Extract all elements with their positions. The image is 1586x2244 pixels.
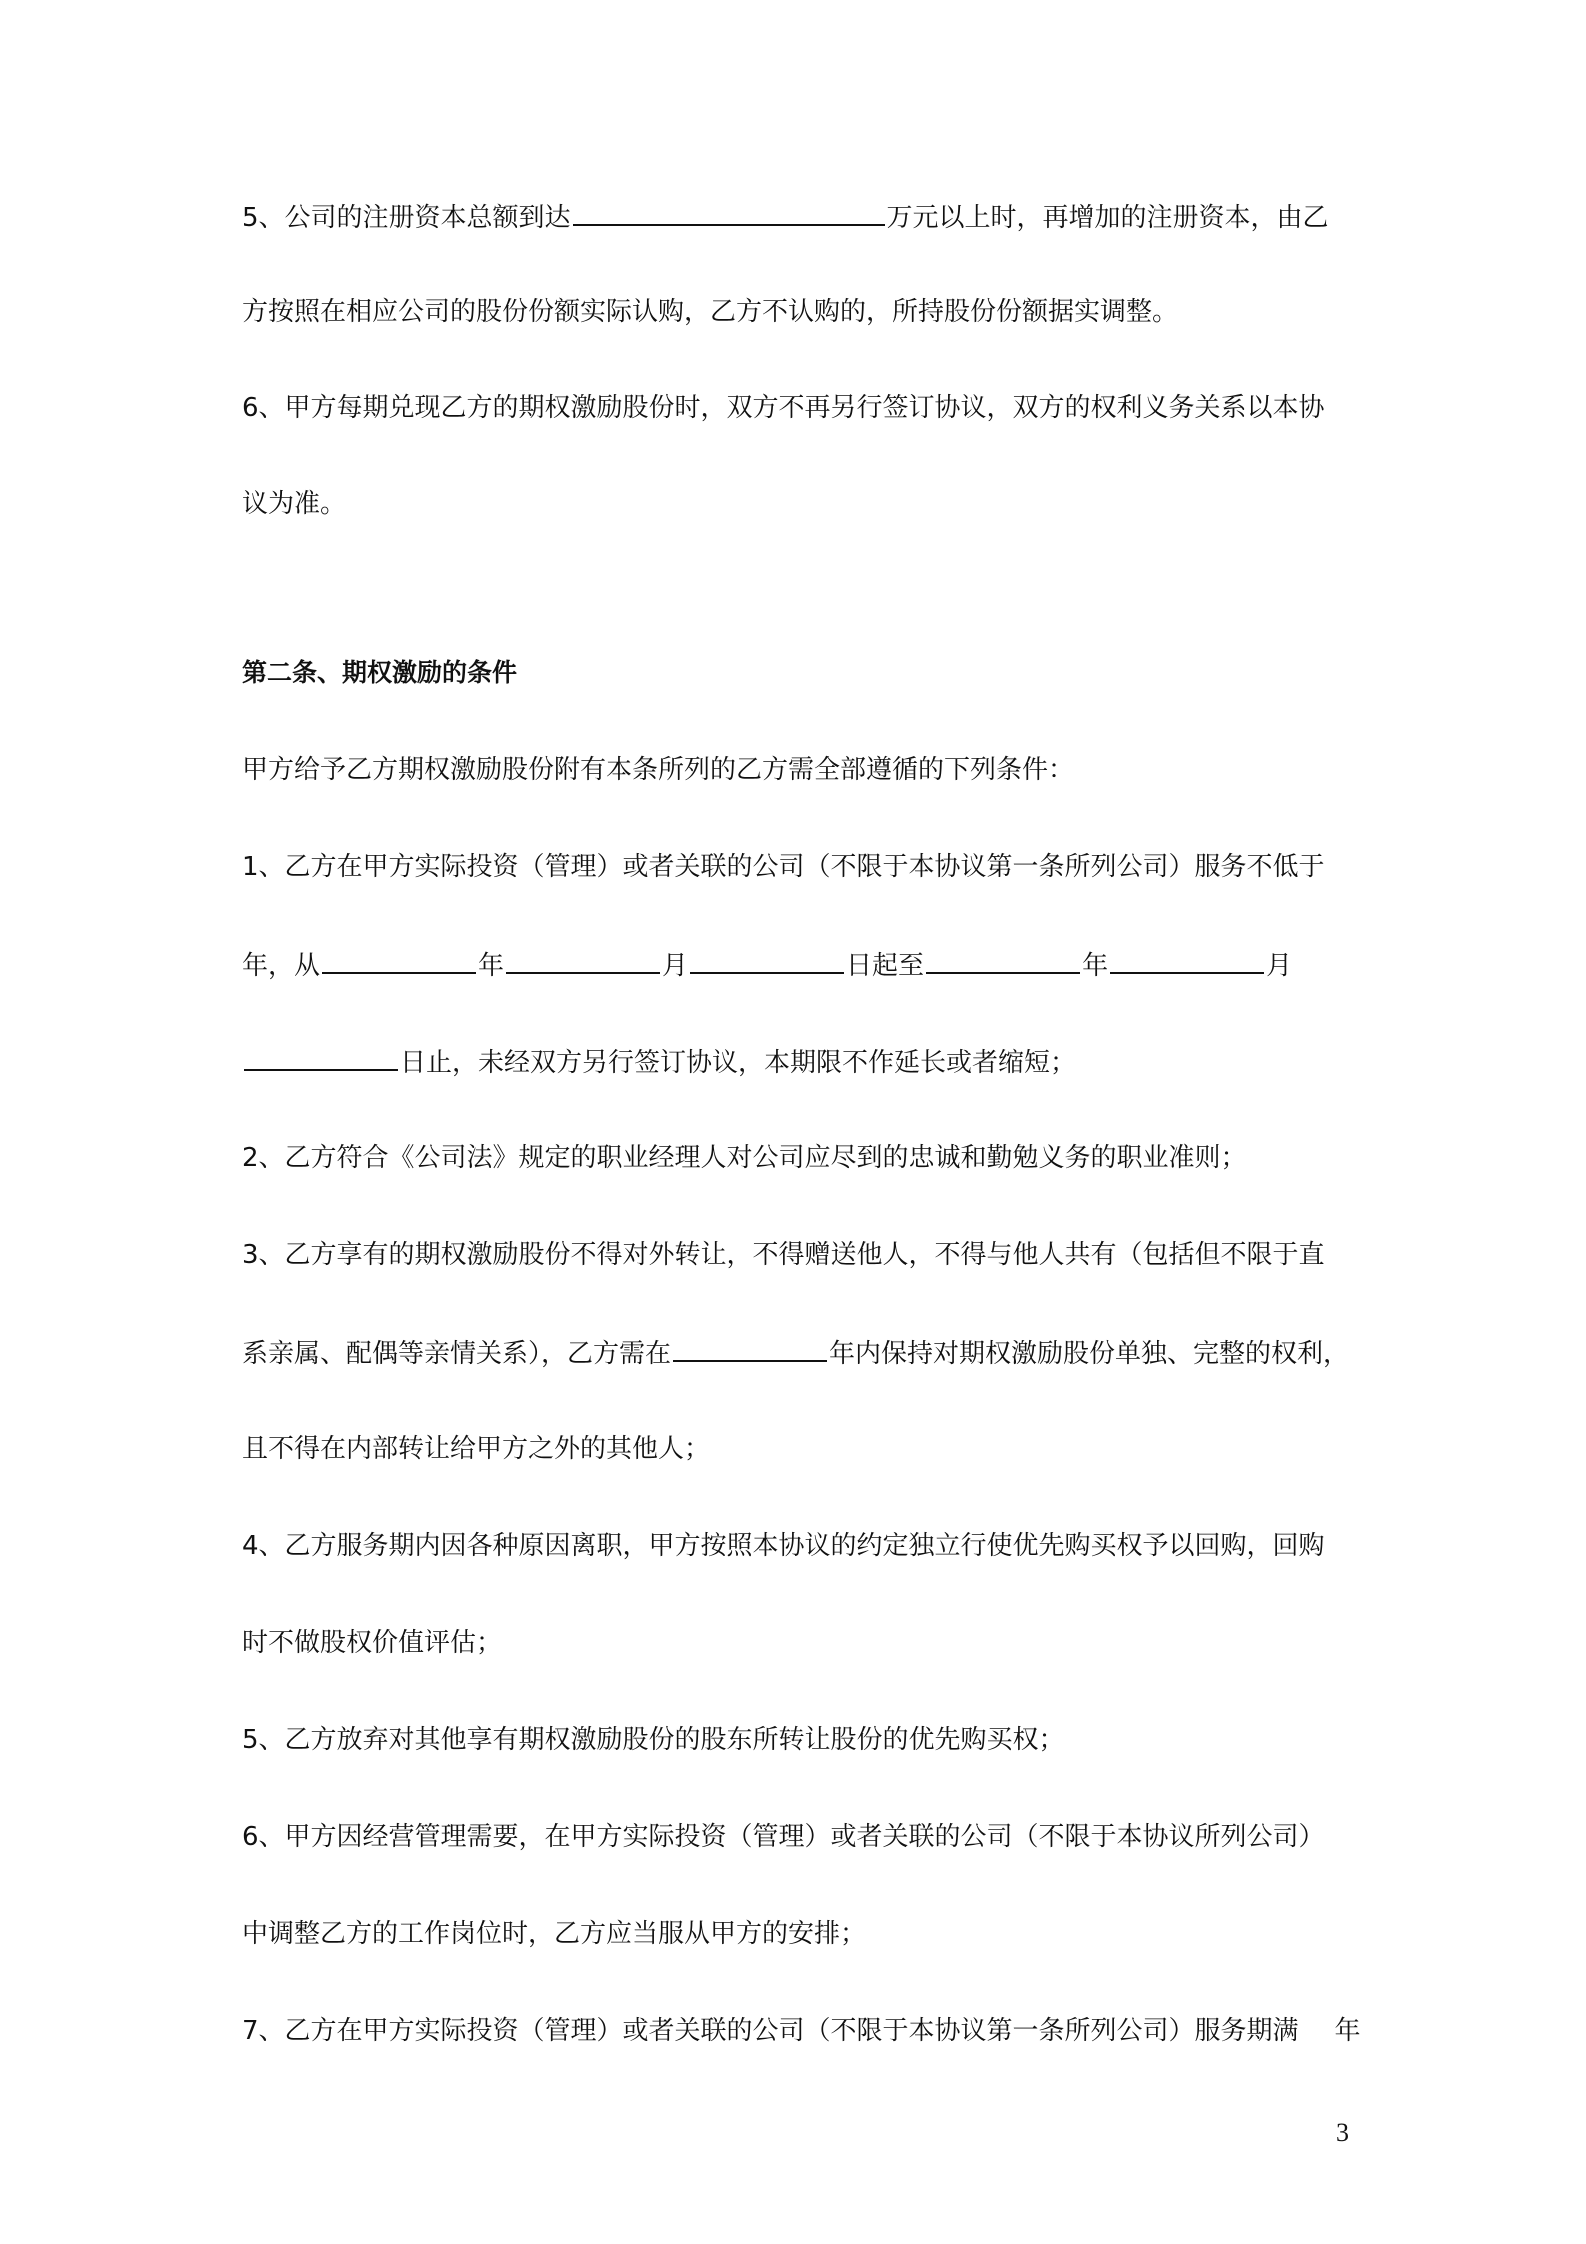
condition-7 bbox=[242, 2013, 1361, 2049]
blank-line bbox=[673, 1334, 827, 1362]
condition-5: 5、乙方放弃对其他享有期权激励股份的股东所转让股份的优先购买权； bbox=[242, 1725, 1065, 1755]
text-segment: 日起至 bbox=[846, 951, 925, 981]
blank-line bbox=[1110, 946, 1264, 974]
blank-line bbox=[244, 1043, 398, 1071]
blank-line bbox=[506, 946, 660, 974]
text-segment: 7、乙方在甲方实际投资（管理）或者关联的公司（不限于本协议第一条所列公司）服务期满 bbox=[242, 2016, 1299, 2046]
condition-3-end: 且不得在内部转让给甲方之外的其他人； bbox=[242, 1434, 711, 1464]
condition-3-continued bbox=[242, 1334, 1349, 1372]
clause-5-continued: 方按照在相应公司的股份份额实际认购，乙方不认购的，所持股份份额据实调整。 bbox=[242, 297, 1179, 327]
text-segment: 5、公司的注册资本总额到达 bbox=[242, 203, 571, 233]
section-heading: 第二条、期权激励的条件 bbox=[242, 658, 518, 687]
text-segment: 系亲属、配偶等亲情关系），乙方需在 bbox=[242, 1339, 672, 1369]
blank-line bbox=[690, 946, 844, 974]
condition-1: 1、乙方在甲方实际投资（管理）或者关联的公司（不限于本协议第一条所列公司）服务不低于 bbox=[242, 852, 1325, 882]
clause-5-registered-capital bbox=[242, 198, 1329, 236]
condition-6: 6、甲方因经营管理需要，在甲方实际投资（管理）或者关联的公司（不限于本协议所列公司） bbox=[242, 1822, 1325, 1852]
blank-line bbox=[573, 198, 885, 226]
text-segment: 年 bbox=[1082, 951, 1109, 981]
condition-1-end bbox=[242, 1043, 1076, 1081]
text-segment: 年内保持对期权激励股份单独、完整的权利， bbox=[829, 1339, 1350, 1369]
blank-line bbox=[322, 946, 476, 974]
clause-6-continued: 议为准。 bbox=[242, 489, 347, 519]
text-segment: 年，从 bbox=[242, 951, 321, 981]
page-number: 3 bbox=[1336, 2118, 1349, 2147]
text-segment: 年 bbox=[1334, 2016, 1361, 2046]
condition-4: 4、乙方服务期内因各种原因离职，甲方按照本协议的约定独立行使优先购买权予以回购，回购 bbox=[242, 1531, 1325, 1561]
condition-4-continued: 时不做股权价值评估； bbox=[242, 1628, 503, 1658]
text-segment: 月 bbox=[1266, 951, 1293, 981]
conditions-intro: 甲方给予乙方期权激励股份附有本条所列的乙方需全部遵循的下列条件： bbox=[242, 755, 1075, 785]
condition-2: 2、乙方符合《公司法》规定的职业经理人对公司应尽到的忠诚和勤勉义务的职业准则； bbox=[242, 1143, 1247, 1173]
blank-line bbox=[926, 946, 1080, 974]
condition-6-continued: 中调整乙方的工作岗位时，乙方应当服从甲方的安排； bbox=[242, 1919, 867, 1949]
text-segment: 月 bbox=[662, 951, 689, 981]
condition-3: 3、乙方享有的期权激励股份不得对外转让，不得赠送他人，不得与他人共有（包括但不限于直 bbox=[242, 1240, 1325, 1270]
text-segment: 年 bbox=[478, 951, 505, 981]
condition-1-dates bbox=[242, 946, 1292, 984]
text-segment: 万元以上时，再增加的注册资本，由乙 bbox=[886, 203, 1329, 233]
text-segment: 日止，未经双方另行签订协议，本期限不作延长或者缩短； bbox=[400, 1048, 1077, 1078]
clause-6-exercise: 6、甲方每期兑现乙方的期权激励股份时，双方不再另行签订协议，双方的权利义务关系以本协 bbox=[242, 393, 1325, 423]
